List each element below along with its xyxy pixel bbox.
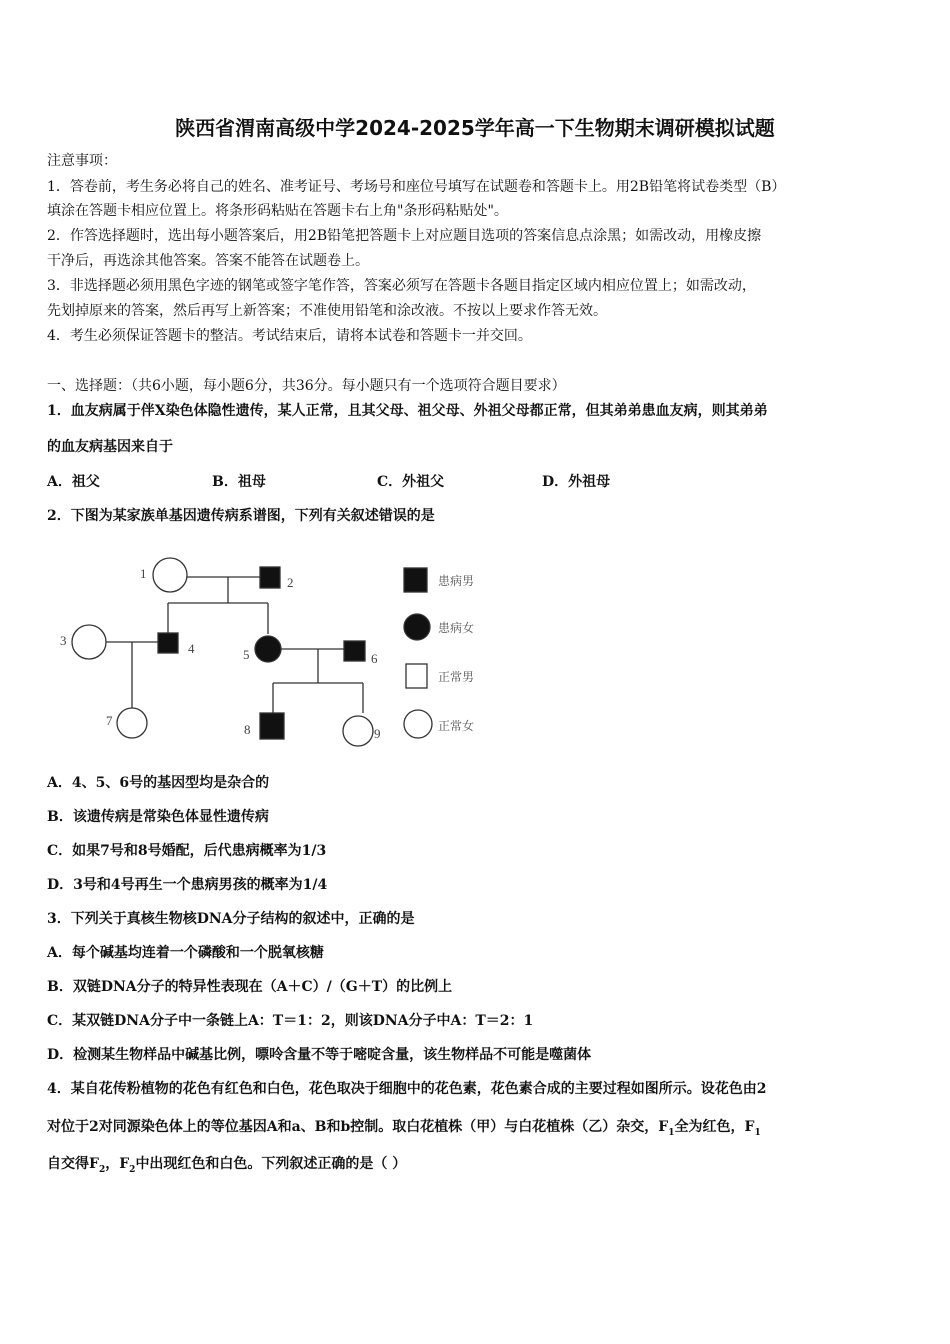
question-3-option-a: A．每个碱基均连着一个磷酸和一个脱氧核糖 [47, 945, 324, 961]
question-1-stem: 1．血友病属于伴X染色体隐性遗传，某人正常，且其父母、祖父母、外祖父母都正常，但其弟弟患血友病，则其弟弟 [47, 403, 768, 419]
pedigree-number: 9 [374, 726, 381, 741]
section-heading: 一、选择题：（共6小题，每小题6分，共36分。每小题只有一个选项符合题目要求） [47, 378, 566, 394]
legend-normal-male-symbol [406, 664, 427, 688]
option-a: A．祖父 [47, 474, 100, 490]
pedigree-number: 2 [287, 575, 294, 590]
pedigree-number: 3 [60, 633, 67, 648]
individual-6 [344, 641, 365, 661]
notice-line: 先划掉原来的答案，然后再写上新答案；不准使用铅笔和涂改液。不按以上要求作答无效。 [47, 303, 607, 319]
individual-1 [153, 558, 187, 592]
notice-line: 2．作答选择题时，选出每小题答案后，用2B铅笔把答题卡上对应题目选项的答案信息点涂黑；如需改动，用橡皮擦 [47, 228, 762, 244]
legend-label: 正常女 [438, 719, 475, 733]
question-2-option-a: A．4、5、6号的基因型均是杂合的 [47, 775, 270, 791]
legend-label: 患病男 [438, 574, 475, 588]
pedigree-number: 8 [244, 722, 251, 737]
notice-heading: 注意事项： [47, 153, 117, 169]
question-2-stem: 2．下图为某家族单基因遗传病系谱图，下列有关叙述错误的是 [47, 508, 435, 524]
question-4-stem: 4．某自花传粉植物的花色有红色和白色，花色取决于细胞中的花色素，花色素合成的主要过程如图所示。设花色由2 [47, 1081, 767, 1097]
pedigree-number: 4 [188, 641, 195, 656]
individual-7 [117, 708, 147, 738]
question-2-option-d: D．3号和4号再生一个患病男孩的概率为1/4 [47, 877, 328, 893]
question-2-option-b: B．该遗传病是常染色体显性遗传病 [47, 809, 269, 825]
legend-label: 正常男 [438, 670, 475, 684]
legend-affected-female-symbol [404, 614, 430, 640]
notice-line: 3．非选择题必须用黑色字迹的钢笔或签字笔作答，答案必须写在答题卡各题目指定区域内相应位置上；如需改动， [47, 278, 756, 294]
individual-5 [255, 636, 281, 662]
pedigree-number: 1 [140, 566, 147, 581]
option-c: C．外祖父 [377, 474, 445, 490]
question-3-option-b: B．双链DNA分子的特异性表现在（A＋C）/（G＋T）的比例上 [47, 979, 453, 995]
legend-affected-male-symbol [404, 568, 427, 592]
notice-line: 干净后，再选涂其他答案。答案不能答在试题卷上。 [47, 253, 369, 269]
individual-3 [72, 625, 106, 659]
question-3-option-c: C．某双链DNA分子中一条链上A：T＝1：2，则该DNA分子中A：T＝2：1 [47, 1013, 534, 1029]
notice-line: 填涂在答题卡相应位置上。将条形码粘贴在答题卡右上角"条形码粘贴处"。 [47, 203, 508, 219]
pedigree-number: 7 [106, 713, 113, 728]
pedigree-diagram [48, 548, 508, 758]
individual-2 [260, 567, 280, 588]
question-3-stem: 3．下列关于真核生物核DNA分子结构的叙述中，正确的是 [47, 911, 415, 927]
question-2-option-c: C．如果7号和8号婚配，后代患病概率为1/3 [47, 843, 327, 859]
pedigree-number: 6 [371, 651, 378, 666]
question-3-option-d: D．检测某生物样品中碱基比例，嘌呤含量不等于嘧啶含量，该生物样品不可能是噬菌体 [47, 1047, 592, 1063]
question-1-stem-cont: 的血友病基因来自于 [47, 439, 173, 455]
option-d: D．外祖母 [542, 474, 611, 490]
notice-line: 1．答卷前，考生务必将自己的姓名、准考证号、考场号和座位号填写在试题卷和答题卡上。用2B铅笔将试卷类型（B） [47, 179, 786, 195]
question-4-stem-cont: 自交得$F_2$，$F_2$中出现红色和白色。下列叙述正确的是（ ） [47, 1156, 407, 1175]
individual-8 [260, 713, 284, 739]
individual-9 [343, 716, 373, 746]
question-4-stem-cont: 对位于2对同源染色体上的等位基因A和a、B和b控制。取白花植株（甲）与白花植株（乙）杂交，$F_1$全为红色，$F_1$ [47, 1119, 761, 1138]
legend-normal-female-symbol [404, 710, 432, 738]
notice-line: 4．考生必须保证答题卡的整洁。考试结束后，请将本试卷和答题卡一并交回。 [47, 328, 532, 344]
individual-4 [158, 633, 178, 653]
page-title: 陕西省渭南高级中学2024-2025学年高一下生物期末调研模拟试题 [175, 116, 775, 140]
pedigree-number: 5 [243, 647, 250, 662]
option-b: B．祖母 [212, 474, 266, 490]
legend-label: 患病女 [438, 621, 475, 635]
